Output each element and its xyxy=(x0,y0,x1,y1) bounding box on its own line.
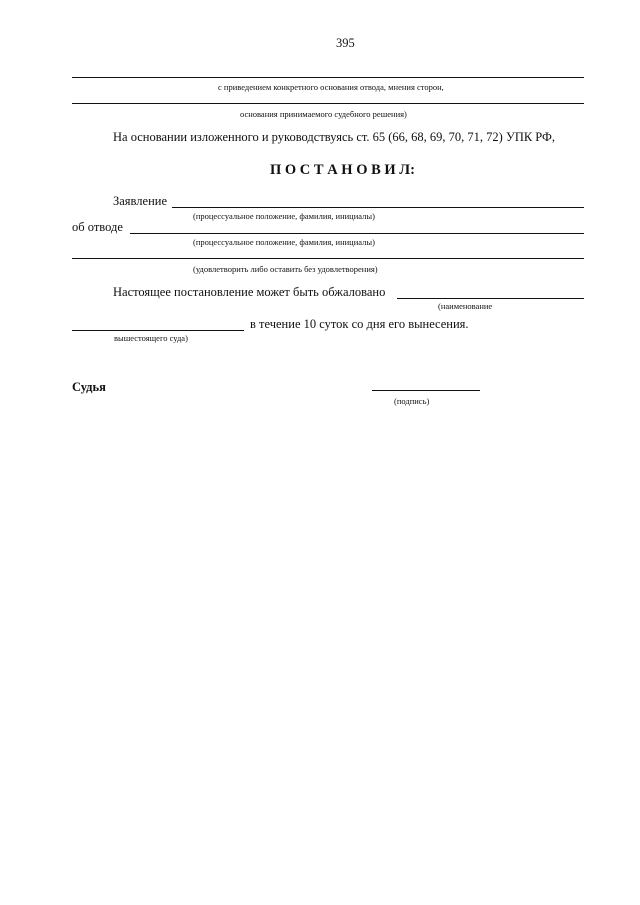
blank-line-decision xyxy=(72,258,584,259)
judge-label: Судья xyxy=(72,380,106,394)
basis-sentence: На основании изложенного и руководствуясь ст. 65 (66, 68, 69, 70, 71, 72) УПК РФ, xyxy=(113,130,556,144)
appeal-sentence: Настоящее постановление может быть обжаловано xyxy=(113,285,386,299)
caption-reason-detail: с приведением конкретного основания отвода, мнения сторон, xyxy=(218,82,444,92)
blank-line-grounds xyxy=(72,103,584,104)
caption-procedural-1: (процессуальное положение, фамилия, инициалы) xyxy=(193,211,375,221)
caption-satisfy-or-leave: (удовлетворить либо оставить без удовлетворения) xyxy=(193,264,378,274)
caption-signature: (подпись) xyxy=(394,396,430,406)
resolved-heading: П О С Т А Н О В И Л: xyxy=(270,162,415,178)
page-number: 395 xyxy=(336,36,355,50)
caption-name-of: (наименование xyxy=(438,301,493,311)
blank-line-recusal xyxy=(130,233,584,234)
blank-line-court-name xyxy=(397,298,584,299)
recusal-label: об отводе xyxy=(72,220,123,234)
caption-decision-grounds: основания принимаемого судебного решения) xyxy=(240,109,407,119)
blank-line-reason xyxy=(72,77,584,78)
caption-procedural-2: (процессуальное положение, фамилия, инициалы) xyxy=(193,237,375,247)
statement-label: Заявление xyxy=(113,194,168,208)
signature-line xyxy=(372,390,480,391)
blank-line-statement xyxy=(172,207,584,208)
blank-line-court-name-cont xyxy=(72,330,244,331)
appeal-period: в течение 10 суток со дня его вынесения. xyxy=(250,317,469,331)
caption-higher-court: вышестоящего суда) xyxy=(114,333,188,343)
